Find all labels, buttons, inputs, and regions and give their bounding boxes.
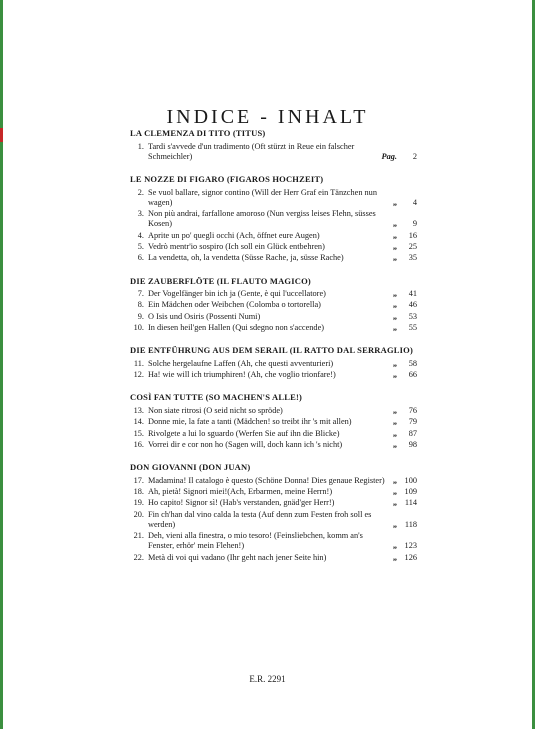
toc-section	[130, 276, 417, 334]
ditto-mark: „	[392, 428, 398, 438]
entry-page-number: 100	[404, 475, 417, 485]
toc-entry	[130, 242, 417, 252]
entry-number: 11.	[133, 358, 144, 368]
entry-number: 14.	[133, 417, 144, 427]
toc-section	[130, 174, 417, 264]
toc-section	[130, 128, 417, 162]
ditto-mark: „	[392, 242, 398, 252]
entry-page-number: 53	[408, 311, 417, 321]
toc-entry	[130, 440, 417, 450]
entry-number: 10.	[133, 323, 144, 333]
page-title: INDICE - INHALT	[166, 106, 369, 129]
entry-title: Non più andrai, farfallone amoroso (Nun vergiss leises Flehn, süsses Kosen)	[148, 209, 376, 229]
entry-page-number: 109	[404, 486, 417, 496]
section-heading: LE NOZZE DI FIGARO (FIGAROS HOCHZEIT)	[130, 174, 324, 185]
entry-page-number: 25	[408, 242, 417, 252]
entry-title: Solche hergelaufne Laffen (Ah, che questi avventurieri)	[148, 358, 334, 368]
entry-title: Non siate ritrosi (O seid nicht so spröde)	[148, 405, 283, 415]
ditto-mark: „	[392, 486, 398, 496]
entry-page-number: 123	[404, 541, 417, 551]
entry-number: 3.	[137, 209, 144, 219]
entry-number: 4.	[137, 230, 144, 240]
entry-title: Vorrei dir e cor non ho (Sagen will, doch kann ich 's nicht)	[148, 439, 343, 449]
toc-entry	[130, 359, 417, 369]
entry-number: 9.	[137, 311, 144, 321]
ditto-mark: „	[392, 519, 398, 529]
toc-entry	[130, 476, 417, 486]
ditto-mark: „	[392, 289, 398, 299]
entry-title: Madamina! Il catalogo è questo (Schöne Donna! Dies genaue Register)	[148, 475, 385, 485]
entry-number: 13.	[133, 405, 144, 415]
entry-number: 12.	[133, 370, 144, 380]
entry-page-number: 118	[404, 519, 417, 529]
entry-title: Ah, pietà! Signori miei!(Ach, Erbarmen, meine Herrn!)	[148, 486, 333, 496]
ditto-mark: „	[392, 405, 398, 415]
toc-entry	[130, 300, 417, 310]
ditto-mark: „	[392, 311, 398, 321]
catalog-number: E.R. 2291	[249, 674, 286, 684]
ditto-mark: „	[392, 197, 398, 207]
section-heading: LA CLEMENZA DI TITO (TITUS)	[130, 128, 266, 138]
entry-number: 19.	[133, 498, 144, 508]
ditto-mark: „	[392, 358, 398, 368]
entry-title: Tardi s'avvede d'un tradimento (Oft stürzt in Reue ein falscher Schmeichler)	[148, 141, 355, 161]
ditto-mark: „	[392, 439, 398, 449]
entry-title: Ha! wie will ich triumphiren! (Ah, che voglio trionfare!)	[148, 370, 336, 380]
entry-title: Donne mie, la fate a tanti (Mädchen! so treibt ihr 's mit allen)	[148, 417, 352, 427]
entry-title: Deh, vieni alla finestra, o mio tesoro! (Feinsliebchen, komm an's Fenster, erhör' mein Flehen!)	[148, 531, 363, 551]
entry-number: 6.	[137, 253, 144, 263]
entry-title: Vedrò mentr'io sospiro (Ich soll ein Glück entbehren)	[148, 242, 325, 252]
section-heading: DON GIOVANNI (DON JUAN)	[130, 462, 251, 473]
ditto-mark: „	[392, 323, 398, 333]
entry-number: 15.	[133, 428, 144, 438]
entry-page-number: 4	[412, 197, 417, 207]
entry-title: Rivolgete a lui lo sguardo (Werfen Sie auf ihn die Blicke)	[148, 428, 340, 438]
entry-title: Ho capito! Signor sì! (Hab's verstanden, gnäd'ger Herr!)	[148, 498, 335, 508]
entry-number: 7.	[137, 289, 144, 299]
entry-number: 21.	[133, 531, 144, 541]
entry-title: Ein Mädchen oder Weibchen (Colomba o tortorella)	[148, 300, 321, 310]
toc-entry	[130, 429, 417, 439]
entry-title: Der Vogelfänger bin ich ja (Gente, è qui l'uccellatore)	[148, 289, 326, 299]
toc-entry	[130, 553, 417, 563]
toc-entry	[130, 531, 417, 552]
toc-entry	[130, 142, 417, 163]
toc-entry	[130, 188, 417, 209]
toc-entry	[130, 487, 417, 497]
entry-number: 20.	[133, 509, 144, 519]
ditto-mark: „	[392, 417, 398, 427]
entry-title: Se vuol ballare, signor contino (Will der Herr Graf ein Tänzchen nun wagen)	[148, 187, 377, 207]
entry-title: Fin ch'han dal vino calda la testa (Auf denn zum Festen froh soll es werden)	[148, 509, 372, 529]
toc-entry	[130, 417, 417, 427]
entry-number: 2.	[137, 187, 144, 197]
entry-page-number: 87	[408, 428, 417, 438]
entry-page-number: 114	[404, 498, 417, 508]
ditto-mark: „	[392, 552, 398, 562]
entry-number: 1.	[137, 141, 144, 151]
entry-number: 16.	[133, 439, 144, 449]
toc-entry	[130, 209, 417, 230]
section-heading: COSÌ FAN TUTTE (SO MACHEN'S ALLE!)	[130, 392, 303, 403]
entry-title: O Isis und Osiris (Possenti Numi)	[148, 311, 261, 321]
toc-entry	[130, 253, 417, 263]
entry-title: La vendetta, oh, la vendetta (Süsse Rache, ja, süsse Rache)	[148, 253, 344, 263]
entry-number: 18.	[133, 486, 144, 496]
entry-page-number: 46	[408, 300, 417, 310]
entry-number: 8.	[137, 300, 144, 310]
section-heading: DIE ENTFÜHRUNG AUS DEM SERAIL (IL RATTO DAL SERRAGLIO)	[130, 345, 414, 356]
entry-page-number: 41	[408, 289, 417, 299]
toc-entry	[130, 323, 417, 333]
toc-entry	[130, 312, 417, 322]
toc-section	[130, 345, 417, 380]
entry-number: 5.	[137, 242, 144, 252]
entry-title: In diesen heil'gen Hallen (Qui sdegno non s'accende)	[148, 323, 325, 333]
ditto-mark: „	[392, 230, 398, 240]
toc-entry	[130, 231, 417, 241]
ditto-mark: „	[392, 541, 398, 551]
ditto-mark: „	[392, 219, 398, 229]
entry-page-number: 76	[408, 405, 417, 415]
toc-entry	[130, 498, 417, 508]
entry-page-number: 79	[408, 417, 417, 427]
entry-number: 17.	[133, 475, 144, 485]
ditto-mark: „	[392, 370, 398, 380]
section-heading: DIE ZAUBERFLÖTE (IL FLAUTO MAGICO)	[130, 275, 311, 286]
ditto-mark: „	[392, 475, 398, 485]
entry-page-number: 16	[408, 230, 417, 240]
entry-page-number: 98	[408, 439, 417, 449]
entry-number: 22.	[133, 552, 144, 562]
toc-entry	[130, 510, 417, 531]
toc-section	[130, 392, 417, 450]
toc-section	[130, 462, 417, 563]
toc-entry	[130, 370, 417, 380]
ditto-mark: „	[392, 300, 398, 310]
entry-page-number: 66	[408, 370, 417, 380]
ditto-mark: „	[392, 498, 398, 508]
ditto-mark: „	[392, 253, 398, 263]
toc-entry	[130, 289, 417, 299]
entry-page-number: 126	[404, 552, 417, 562]
page-label: Pag.	[381, 151, 397, 161]
entry-page-number: 58	[408, 358, 417, 368]
toc-entry	[130, 406, 417, 416]
entry-page-number: 2	[412, 151, 417, 161]
entry-title: Metà di voi qui vadano (Ihr geht nach jener Seite hin)	[148, 552, 327, 562]
entry-page-number: 55	[408, 323, 417, 333]
entry-page-number: 9	[412, 219, 417, 229]
table-of-contents	[130, 128, 417, 575]
entry-title: Aprite un po' quegli occhi (Ach, öffnet eure Augen)	[148, 230, 320, 240]
entry-page-number: 35	[408, 253, 417, 263]
